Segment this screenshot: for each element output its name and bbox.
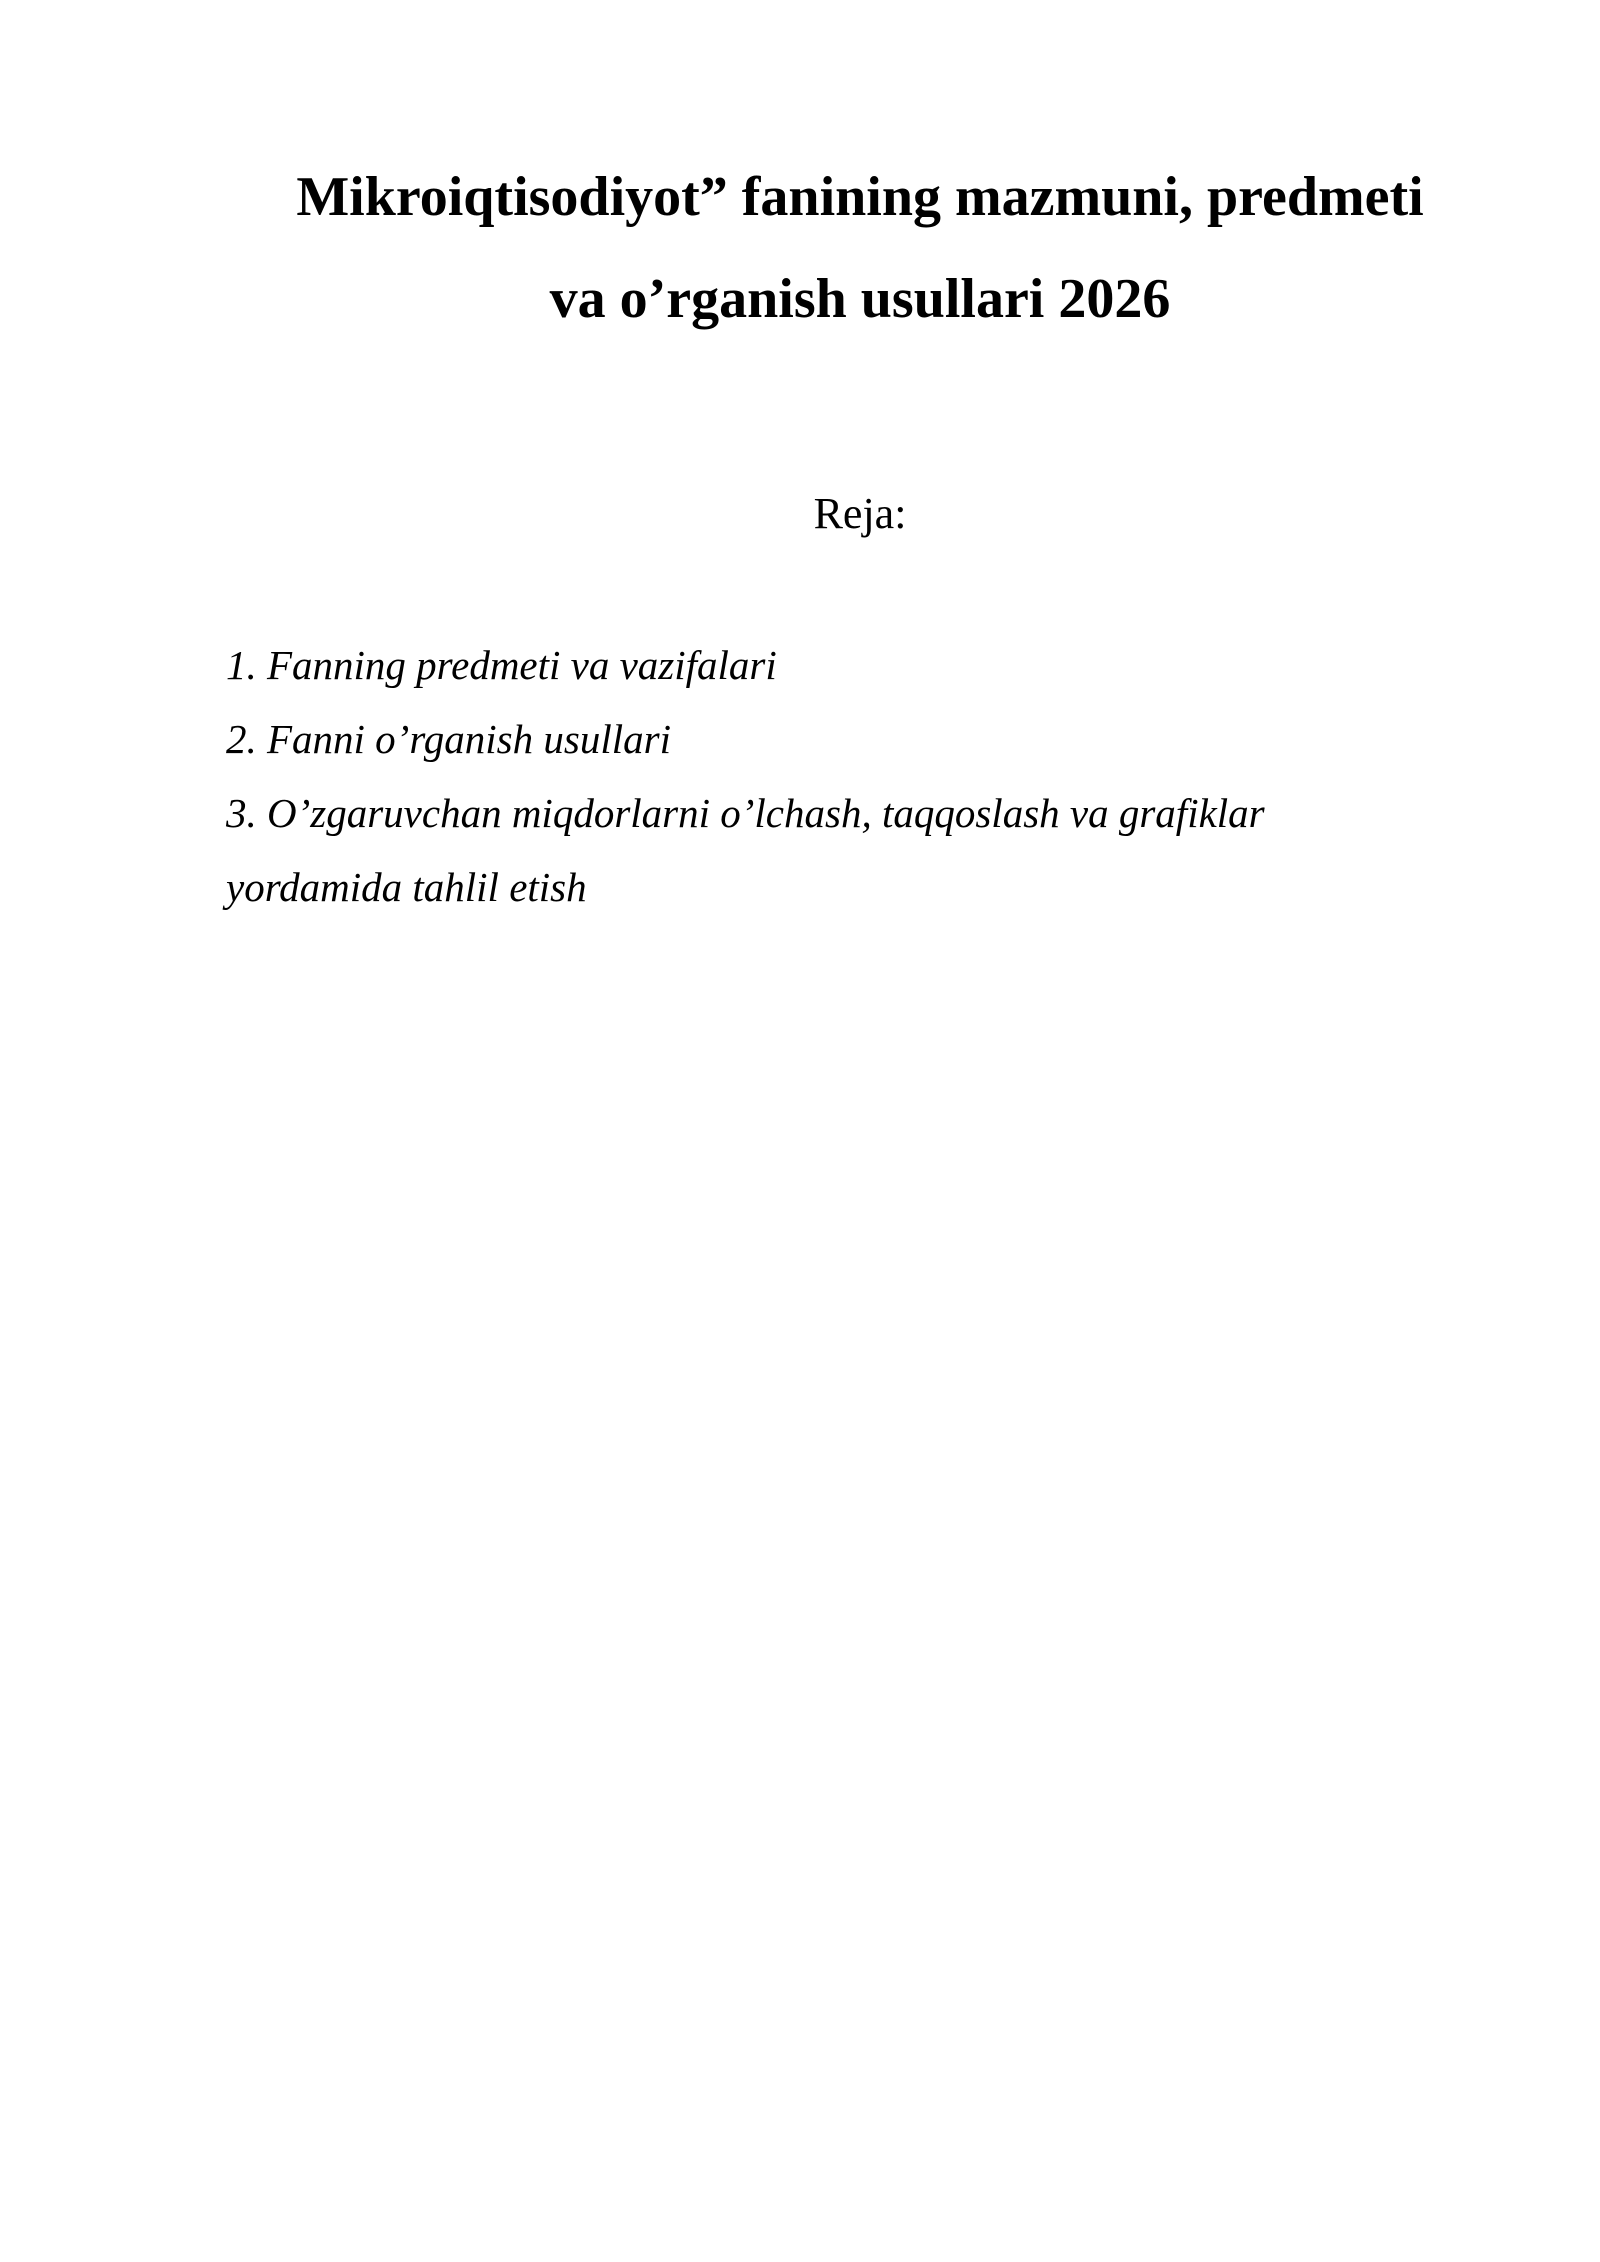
title-line-2: va o’rganish usullari 2026 (549, 268, 1171, 330)
plan-list (226, 628, 1386, 924)
plan-heading: Reja: (813, 489, 907, 538)
title-line-1: Mikroiqtisodiyot” fanining mazmuni, predmeti (296, 166, 1424, 228)
plan-item: 3. O’zgaruvchan miqdorlarni o’lchash, taqqoslash va grafiklar yordamida tahlil etish (226, 790, 1265, 910)
document-title (228, 146, 1492, 350)
plan-item: 2. Fanni o’rganish usullari (226, 716, 671, 762)
plan-item: 1. Fanning predmeti va vazifalari (226, 642, 777, 688)
